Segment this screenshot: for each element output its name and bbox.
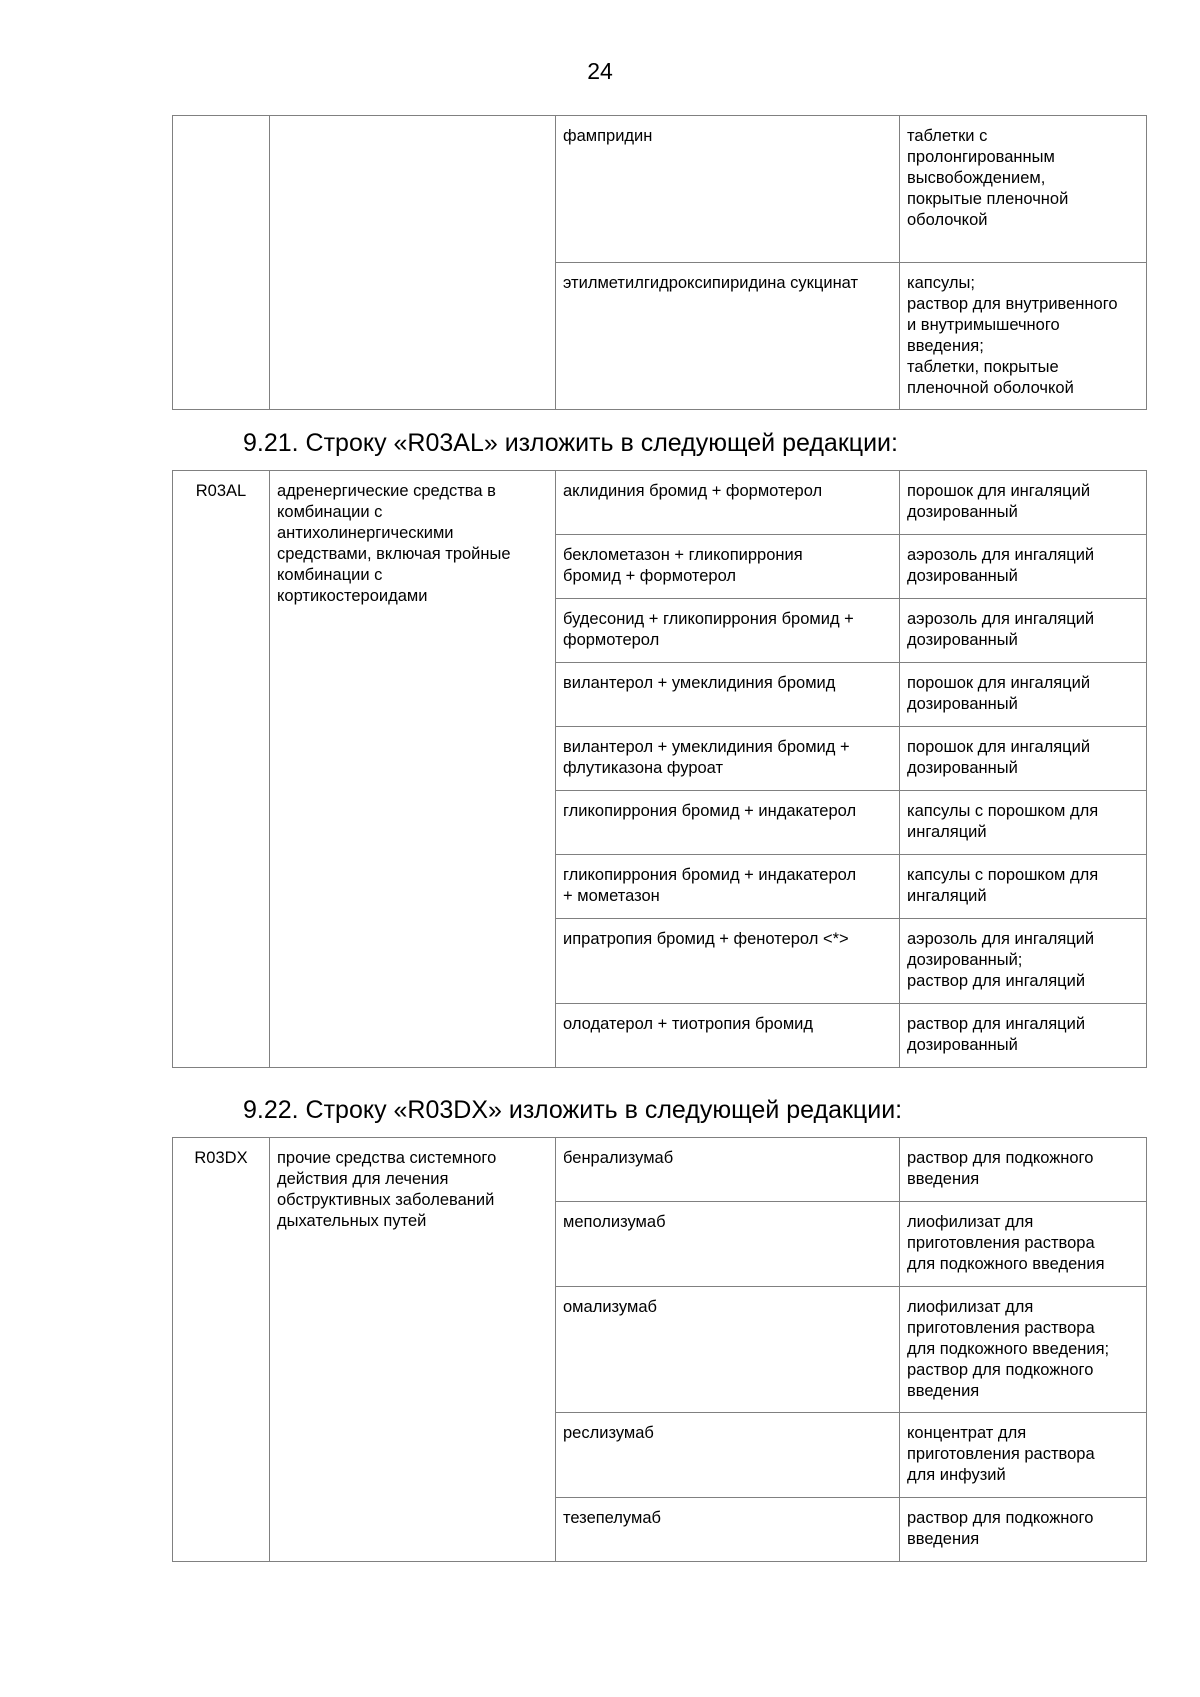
- dosage-form-cell: раствор для подкожного введения: [900, 1498, 1147, 1562]
- table-row: [173, 1138, 1147, 1202]
- atc-code-cell: [173, 116, 270, 410]
- dosage-form-cell: капсулы; раствор для внутривенного и внутримышечного введения; таблетки, покрытые пленочной оболочкой: [900, 263, 1147, 410]
- drug-name-cell: вилантерол + умеклидиния бромид: [556, 663, 900, 727]
- dosage-form-cell: аэрозоль для ингаляций дозированный: [900, 599, 1147, 663]
- section-heading-r03al: 9.21. Строку «R03AL» изложить в следующей редакции:: [243, 429, 898, 457]
- atc-group-cell: адренергические средства в комбинации с антихолинергическими средствами, включая тройные комбинации с кортикостероидами: [270, 471, 556, 1068]
- atc-code-cell: R03AL: [173, 471, 270, 1068]
- drug-name-cell: бенрализумаб: [556, 1138, 900, 1202]
- drug-name-cell: меполизумаб: [556, 1202, 900, 1287]
- drug-name-cell: олодатерол + тиотропия бромид: [556, 1004, 900, 1068]
- dosage-form-cell: таблетки с пролонгированным высвобождением, покрытые пленочной оболочкой: [900, 116, 1147, 263]
- drug-name-cell: вилантерол + умеклидиния бромид + флутиказона фуроат: [556, 727, 900, 791]
- drug-name-cell: омализумаб: [556, 1287, 900, 1413]
- page-number: 24: [587, 58, 613, 84]
- dosage-form-cell: лиофилизат для приготовления раствора для подкожного введения: [900, 1202, 1147, 1287]
- drug-name-cell: реслизумаб: [556, 1413, 900, 1498]
- dosage-form-cell: раствор для ингаляций дозированный: [900, 1004, 1147, 1068]
- drug-name-cell: ипратропия бромид + фенотерол <*>: [556, 919, 900, 1004]
- dosage-form-cell: аэрозоль для ингаляций дозированный: [900, 535, 1147, 599]
- r03dx-drug-table: [172, 1137, 1147, 1562]
- dosage-form-cell: аэрозоль для ингаляций дозированный; раствор для ингаляций: [900, 919, 1147, 1004]
- drug-name-cell: этилметилгидроксипиридина сукцинат: [556, 263, 900, 410]
- drug-name-cell: тезепелумаб: [556, 1498, 900, 1562]
- atc-group-cell: прочие средства системного действия для лечения обструктивных заболеваний дыхательных путей: [270, 1138, 556, 1562]
- drug-name-cell: фампридин: [556, 116, 900, 263]
- dosage-form-cell: концентрат для приготовления раствора для инфузий: [900, 1413, 1147, 1498]
- continued-drug-table: [172, 115, 1147, 410]
- atc-group-cell: [270, 116, 556, 410]
- dosage-form-cell: капсулы с порошком для ингаляций: [900, 855, 1147, 919]
- section-heading-r03dx: 9.22. Строку «R03DX» изложить в следующей редакции:: [243, 1096, 903, 1124]
- r03al-drug-table: [172, 470, 1147, 1068]
- drug-name-cell: гликопиррония бромид + индакатерол + мометазон: [556, 855, 900, 919]
- dosage-form-cell: капсулы с порошком для ингаляций: [900, 791, 1147, 855]
- drug-name-cell: беклометазон + гликопиррония бромид + формотерол: [556, 535, 900, 599]
- dosage-form-cell: порошок для ингаляций дозированный: [900, 471, 1147, 535]
- drug-name-cell: аклидиния бромид + формотерол: [556, 471, 900, 535]
- drug-name-cell: гликопиррония бромид + индакатерол: [556, 791, 900, 855]
- dosage-form-cell: порошок для ингаляций дозированный: [900, 727, 1147, 791]
- dosage-form-cell: лиофилизат для приготовления раствора для подкожного введения; раствор для подкожного введения: [900, 1287, 1147, 1413]
- table-row: [173, 116, 1147, 263]
- atc-code-cell: R03DX: [173, 1138, 270, 1562]
- dosage-form-cell: порошок для ингаляций дозированный: [900, 663, 1147, 727]
- drug-name-cell: будесонид + гликопиррония бромид + формотерол: [556, 599, 900, 663]
- table-row: [173, 471, 1147, 535]
- dosage-form-cell: раствор для подкожного введения: [900, 1138, 1147, 1202]
